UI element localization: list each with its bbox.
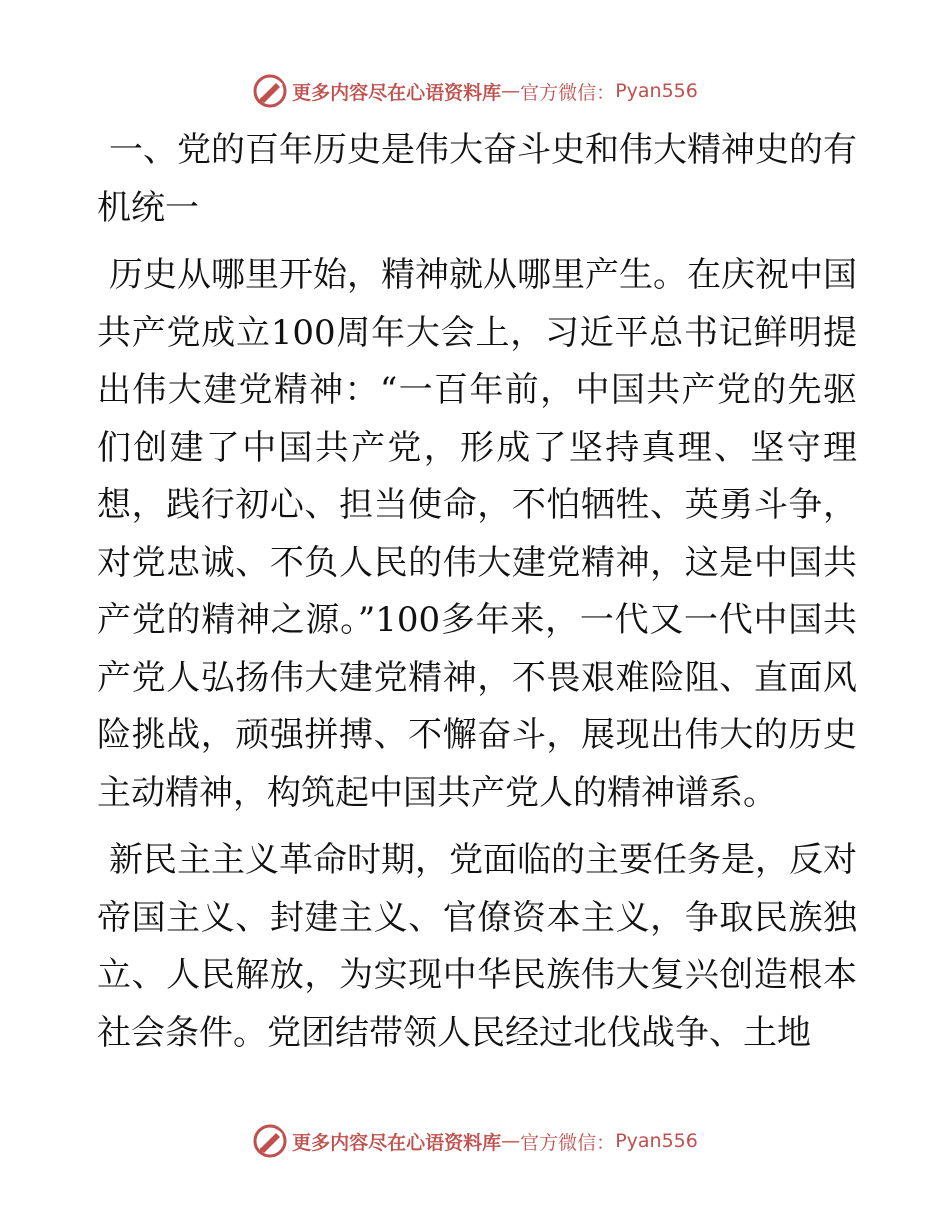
wechat-label: 官方微信： [520, 1131, 616, 1154]
document-body [97, 122, 857, 1072]
wechat-id: Pyan556 [615, 80, 698, 102]
separator-dash: — [501, 80, 521, 102]
header-banner [0, 71, 950, 111]
site-name: 更多内容尽在心语资料库 [292, 81, 502, 104]
footer-banner [0, 1121, 950, 1161]
section-heading: 一、党的百年历史是伟大奋斗史和伟大精神史的有机统一 [97, 130, 857, 228]
pen-logo-icon [252, 73, 288, 109]
separator-dash: — [501, 1130, 521, 1152]
pen-logo-icon [252, 1123, 288, 1159]
paragraph: 新民主主义革命时期，党面临的主要任务是，反对帝国主义、封建主义、官僚资本主义，争取民族独立、人民解放，为实现中华民族伟大复兴创造根本社会条件。党团结带领人民经过北伐战争、土地 [97, 840, 857, 1053]
paragraph: 历史从哪里开始，精神就从哪里产生。在庆祝中国共产党成立100周年大会上，习近平总书记鲜明提出伟大建党精神：“一百年前，中国共产党的先驱们创建了中国共产党，形成了坚持真理、坚守理想，践行初心、担当使命，不怕牺牲、英勇斗争，对党忠诚、不负人民的伟大建党精神，这是中国共产党的精神之源。”100多年来，一代又一代中国共产党人弘扬伟大建党精神，不畏艰难险阻、直面风险挑战，顽强拼搏、不懈奋斗，展现出伟大的历史主动精神，构筑起中国共产党人的精神谱系。 [97, 255, 857, 813]
site-name: 更多内容尽在心语资料库 [292, 1131, 502, 1154]
wechat-label: 官方微信： [520, 81, 616, 104]
wechat-id: Pyan556 [615, 1130, 698, 1152]
